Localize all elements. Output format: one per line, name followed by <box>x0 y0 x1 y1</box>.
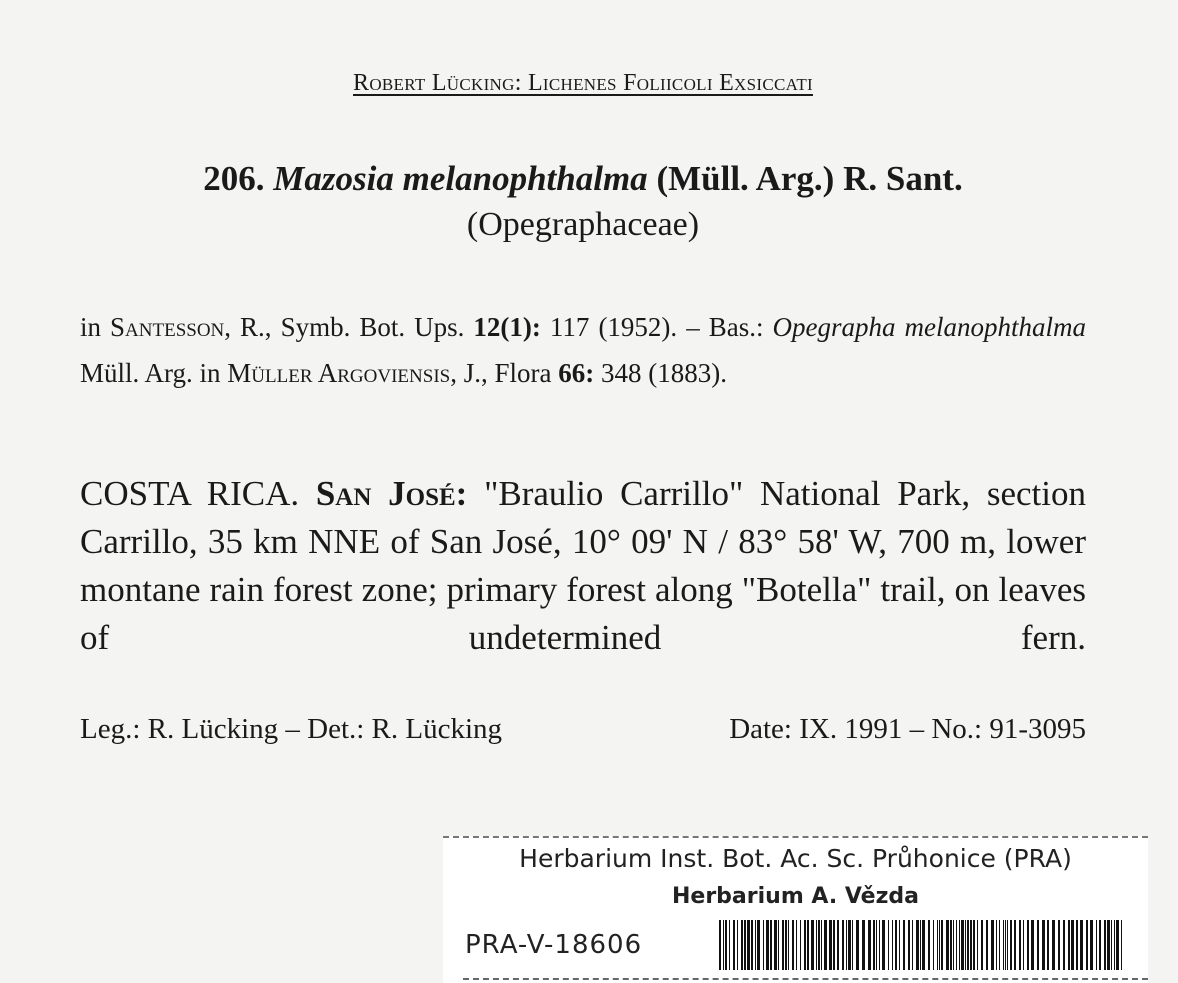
province: San José: <box>315 474 468 513</box>
herbarium-stamp <box>443 836 1148 983</box>
specimen-code: PRA-V-18606 <box>465 930 643 960</box>
series-title: Robert Lücking: Lichenes Foliicoli Exsiccati <box>353 70 813 96</box>
exsiccata-number: 206. <box>203 159 265 198</box>
stamp-bottom-border <box>463 978 1148 980</box>
country: COSTA RICA. <box>80 474 316 513</box>
barcode-image <box>719 920 1129 970</box>
collector-determiner: Leg.: R. Lücking – Det.: R. Lücking <box>80 713 503 745</box>
stamp-top-border <box>443 836 1148 838</box>
literature-reference: in Santesson, R., Symb. Bot. Ups. 12(1): 117 (1952). – Bas.: Opegrapha melanophthalma Müll. Arg. in Müller Argoviensis, J., Flora 66: 348 (1883). <box>80 312 1086 388</box>
locality-description: "Braulio Carrillo" National Park, section Carrillo, 35 km NNE of San José, 10° 09' N / 83° 58' W, 700 m, lower montane rain forest zone; primary forest along "Botella" trail, on leaves of undetermined fern. <box>80 474 1086 657</box>
collection-name: Herbarium A. Vězda <box>671 884 919 909</box>
species-title <box>0 156 1166 248</box>
family-name: (Opegraphaceae) <box>466 206 700 243</box>
locality-text <box>80 470 1086 662</box>
institution-name: Herbarium Inst. Bot. Ac. Sc. Průhonice (PRA) <box>519 844 1072 873</box>
date-and-number: Date: IX. 1991 – No.: 91-3095 <box>729 713 1086 745</box>
species-authority: (Müll. Arg.) R. Sant. <box>656 159 963 198</box>
species-name: Mazosia melanophthalma <box>273 159 648 198</box>
